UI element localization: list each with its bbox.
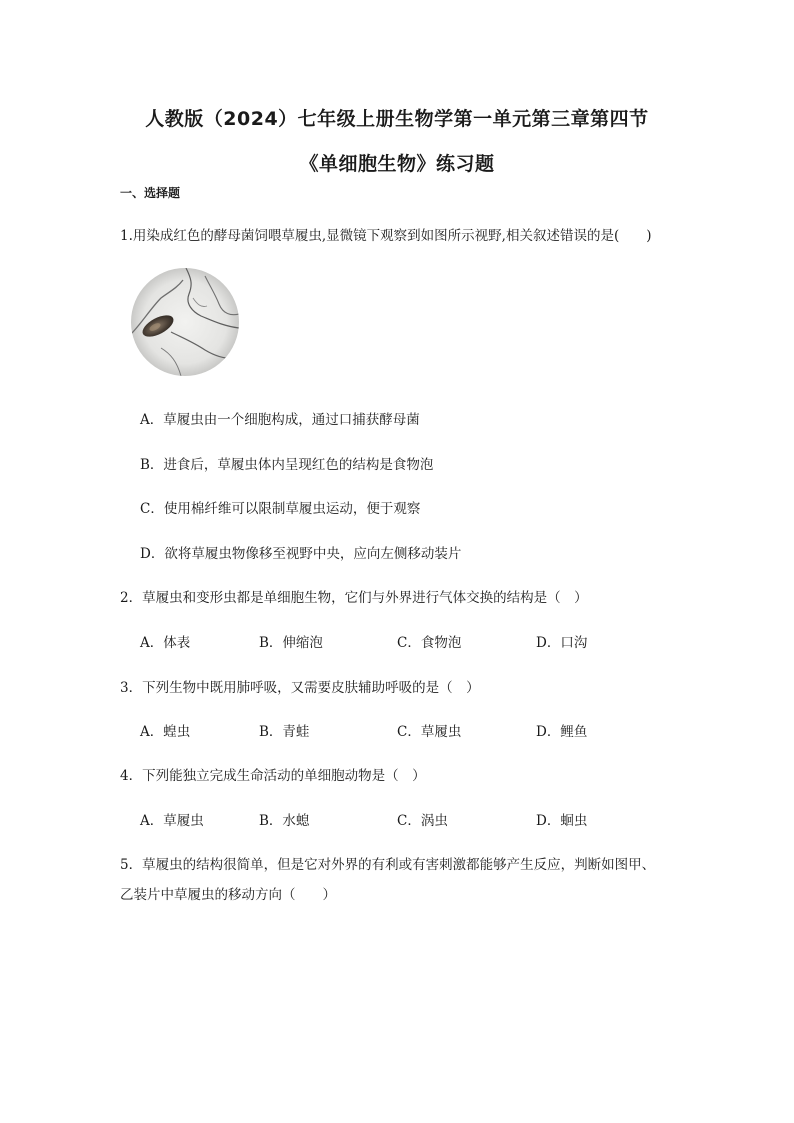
question-2-stem: 2．草履虫和变形虫都是单细胞生物，它们与外界进行气体交换的结构是（ ） bbox=[120, 590, 588, 606]
question-2-option-d: D．口沟 bbox=[536, 635, 588, 651]
question-4-option-c: C．涡虫 bbox=[397, 813, 448, 829]
question-5-stem-line2: 乙装片中草履虫的移动方向（ ） bbox=[120, 887, 336, 903]
question-4-option-b: B．水螅 bbox=[259, 813, 310, 829]
question-2-option-b: B．伸缩泡 bbox=[259, 635, 323, 651]
question-3-stem: 3．下列生物中既用肺呼吸，又需要皮肤辅助呼吸的是（ ） bbox=[120, 680, 480, 696]
document-title-line1: 人教版（2024）七年级上册生物学第一单元第三章第四节 bbox=[145, 108, 649, 130]
question-4-option-d: D．蛔虫 bbox=[536, 813, 588, 829]
question-3-option-a: A．蝗虫 bbox=[140, 724, 191, 740]
question-5-stem-line1: 5．草履虫的结构很简单，但是它对外界的有利或有害刺激都能够产生反应，判断如图甲、 bbox=[120, 857, 656, 873]
question-1-option-b: B．进食后，草履虫体内呈现红色的结构是食物泡 bbox=[140, 457, 434, 473]
section-heading: 一、选择题 bbox=[120, 186, 181, 200]
question-1-option-d: D．欲将草履虫物像移至视野中央，应向左侧移动装片 bbox=[140, 546, 462, 562]
question-2-option-a: A．体表 bbox=[140, 635, 191, 651]
question-1-stem: 1.用染成红色的酵母菌饲喂草履虫,显微镜下观察到如图所示视野,相关叙述错误的是( ) bbox=[120, 228, 652, 244]
question-1-option-a: A．草履虫由一个细胞构成，通过口捕获酵母菌 bbox=[140, 412, 420, 428]
question-4-option-a: A．草履虫 bbox=[140, 813, 204, 829]
document-title-line2: 《单细胞生物》练习题 bbox=[299, 153, 495, 175]
question-3-option-c: C．草履虫 bbox=[397, 724, 462, 740]
question-3-option-d: D．鲤鱼 bbox=[536, 724, 588, 740]
microscope-view-image bbox=[131, 268, 239, 376]
question-1-option-c: C．使用棉纤维可以限制草履虫运动，便于观察 bbox=[140, 501, 421, 517]
question-2-option-c: C．食物泡 bbox=[397, 635, 462, 651]
paramecium-micrograph bbox=[131, 268, 239, 376]
question-4-stem: 4．下列能独立完成生命活动的单细胞动物是（ ） bbox=[120, 768, 426, 784]
question-3-option-b: B．青蛙 bbox=[259, 724, 310, 740]
